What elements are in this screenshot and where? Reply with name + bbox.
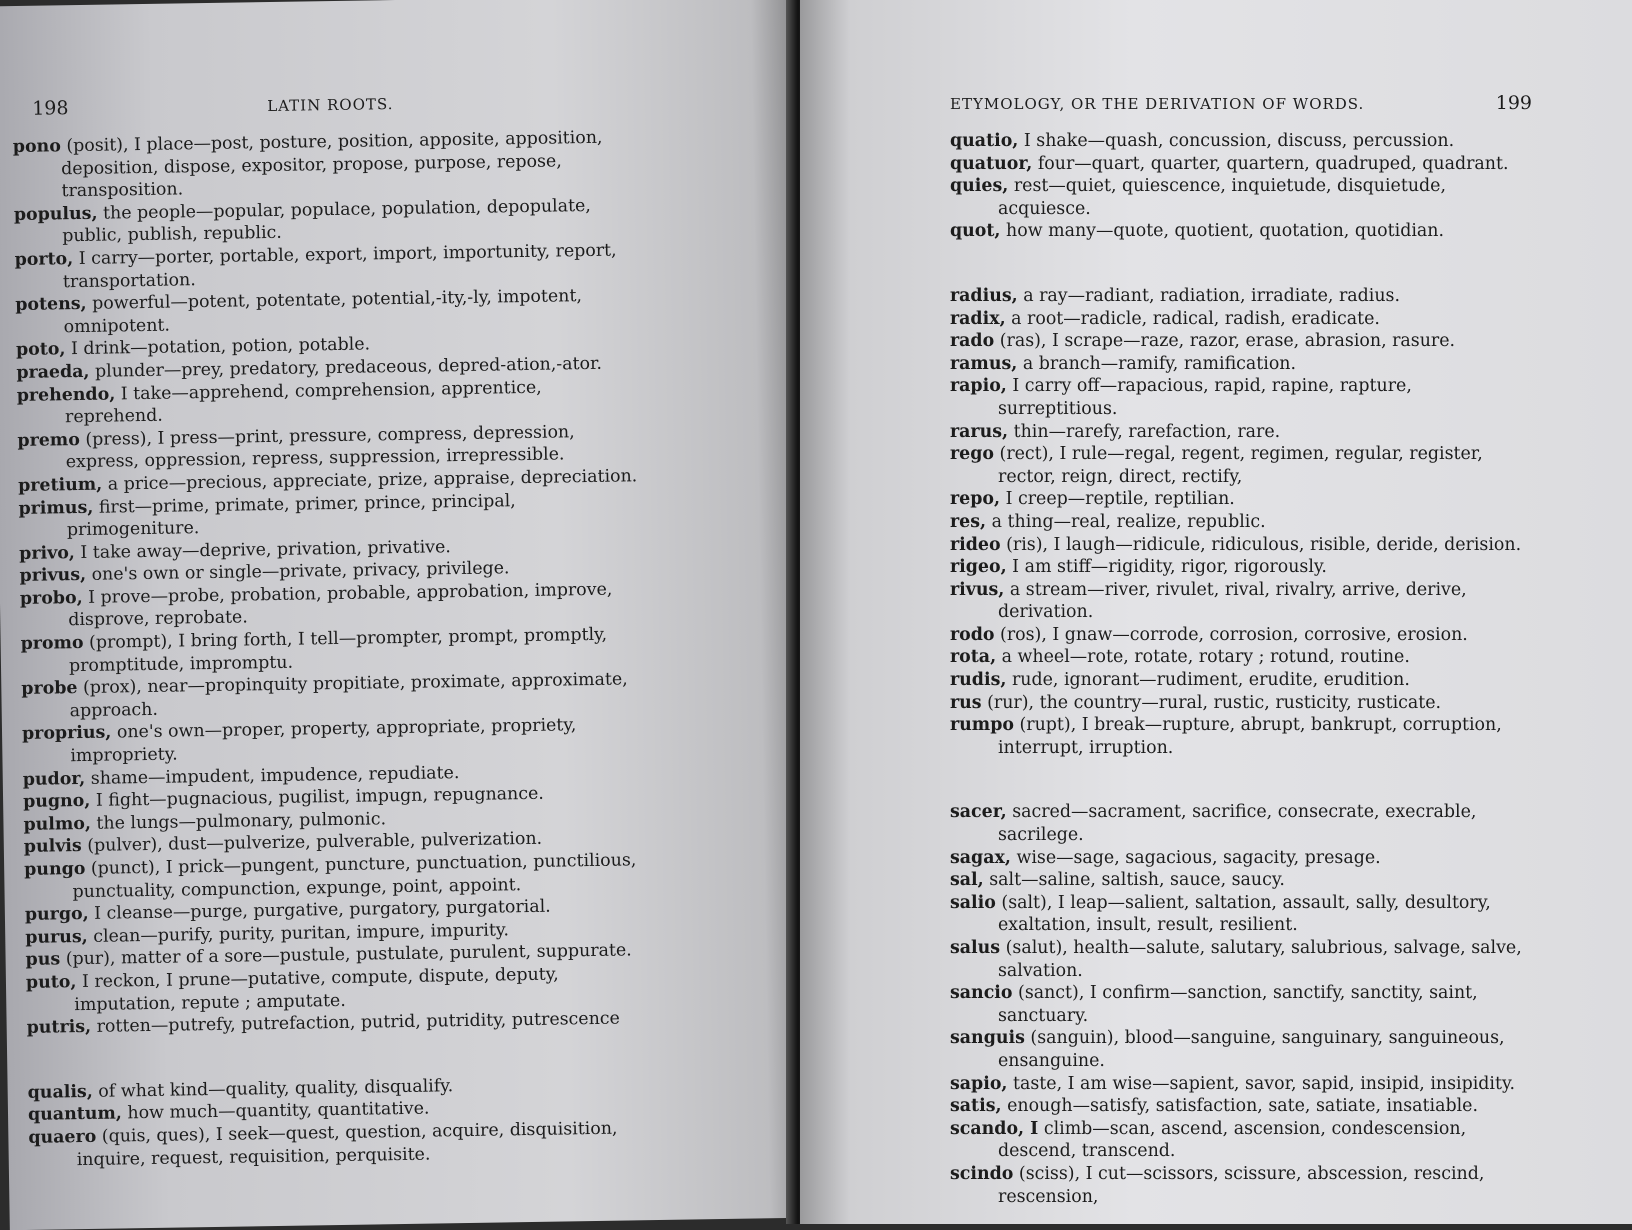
entry-definition: a price—precious, appreciate, prize, appraise, depreciation. — [102, 466, 638, 495]
entry-headword: rumpo — [950, 715, 1014, 736]
entry-definition: taste, I am wise—sapient, savor, sapid, insipid, insipidity. — [1007, 1073, 1516, 1094]
entry-definition: I reckon, I prune—putative, compute, dispute, deputy, imputation, repute ; amputate. — [74, 964, 559, 1015]
entry-headword: proprius, — [21, 722, 112, 745]
right-entries-q — [950, 130, 1532, 243]
entry-headword: puto, — [25, 972, 77, 993]
entry-headword: rego — [950, 444, 994, 465]
entry-definition: climb—scan, ascend, ascension, condescension, descend, transcend. — [998, 1118, 1467, 1162]
running-head-title: LATIN ROOTS. — [267, 95, 394, 116]
entry-headword: quies, — [950, 176, 1009, 197]
dictionary-entry — [950, 892, 1532, 937]
entry-headword: privus, — [19, 565, 87, 587]
dictionary-entry — [950, 579, 1532, 624]
running-head-left — [12, 88, 632, 120]
entry-definition: (posit), I place—post, posture, position, apposite, apposition, deposition, dispose, expositor, propose, purpose, repose, transposition. — [60, 127, 603, 202]
dictionary-entry — [950, 1027, 1532, 1072]
entry-definition: I take—apprehend, comprehension, apprentice, reprehend. — [64, 377, 542, 428]
entry-headword: pulvis — [23, 836, 82, 858]
entry-definition: (ris), I laugh—ridicule, ridiculous, risible, deride, derision. — [1000, 534, 1522, 555]
dictionary-entry — [950, 130, 1532, 153]
entry-headword: rarus, — [950, 421, 1009, 442]
entry-headword: quatuor, — [950, 153, 1033, 174]
entry-headword: rivus, — [950, 579, 1005, 600]
entry-definition: sacred—sacrament, sacrifice, consecrate, execrable, sacrilege. — [998, 802, 1477, 846]
entry-definition: (ras), I scrape—raze, razor, erase, abrasion, rasure. — [994, 331, 1456, 352]
entry-headword: sacer, — [950, 802, 1007, 823]
entry-definition: powerful—potent, potentate, potential,-ity,-ly, impotent, omnipotent. — [63, 286, 583, 337]
entry-headword: salus — [950, 938, 1001, 958]
entry-definition: clean—purify, purity, puritan, impure, impurity. — [87, 920, 510, 947]
entry-definition: a branch—ramify, ramification. — [1017, 353, 1297, 374]
dictionary-entry — [950, 1073, 1532, 1096]
entry-headword: privo, — [19, 542, 76, 564]
entry-headword: porto, — [14, 249, 74, 270]
entry-headword: premo — [17, 429, 80, 451]
entry-definition: (punct), I prick—pungent, puncture, punctuation, punctilious, punctuality, compunction, expunge, point, appoint. — [72, 850, 637, 902]
dictionary-entry — [950, 534, 1532, 557]
dictionary-entry — [950, 153, 1532, 176]
entry-headword: radix, — [950, 308, 1006, 329]
entry-definition: (rect), I rule—regal, regent, regimen, regular, register, rector, reign, direct, rectify, — [994, 444, 1483, 487]
entry-definition: how many—quote, quotient, quotation, quotidian. — [1000, 221, 1444, 242]
dictionary-entry — [950, 308, 1532, 331]
dictionary-entry — [950, 488, 1532, 511]
entry-headword: probo, — [19, 587, 83, 609]
entry-definition: I drink—potation, potion, potable. — [65, 334, 371, 360]
entry-headword: promo — [20, 633, 84, 655]
entry-definition: I creep—reptile, reptilian. — [1000, 489, 1235, 510]
entry-definition: (pulver), dust—pulverize, pulverable, pulverization. — [81, 829, 543, 857]
dictionary-entry — [950, 937, 1532, 982]
entry-definition: I shake—quash, concussion, discuss, percussion. — [1018, 131, 1455, 151]
entry-definition: (salt), I leap—salient, saltation, assault, sally, desultory, exaltation, insult, result, resilient. — [995, 892, 1491, 936]
entry-definition: (pur), matter of a sore—pustule, pustulate, purulent, suppurate. — [60, 940, 632, 970]
entry-definition: a stream—river, rivulet, rival, rivalry, arrive, derive, derivation. — [998, 579, 1467, 623]
entry-headword: pugno, — [22, 791, 91, 813]
entry-definition: wise—sage, sagacious, sagacity, presage. — [1010, 847, 1381, 868]
page-number: 198 — [32, 97, 69, 120]
entry-definition: enough—satisfy, satisfaction, sate, satiate, insatiable. — [1001, 1096, 1478, 1117]
entry-definition: I am stiff—rigidity, rigor, rigorously. — [1006, 557, 1327, 578]
entry-headword: rapio, — [950, 376, 1007, 397]
dictionary-entry — [950, 375, 1532, 420]
entry-headword: radius, — [950, 285, 1018, 306]
dictionary-entry — [950, 330, 1532, 353]
entry-definition: (sanguin), blood—sanguine, sanguinary, sanguineous, ensanguine. — [998, 1028, 1505, 1071]
entry-headword: sagax, — [950, 847, 1011, 868]
entry-definition: (prox), near—propinquity propitiate, proximate, approximate, approach. — [69, 669, 628, 722]
left-entries-q — [28, 1072, 649, 1172]
entry-headword: primus, — [18, 497, 94, 519]
entry-definition: one's own or single—private, privacy, privilege. — [85, 558, 510, 586]
entry-definition: the people—popular, populace, population, depopulate, public, publish, republic. — [62, 195, 591, 247]
entry-definition: (sanct), I confirm—sanction, sanctify, sanctity, saint, sanctuary. — [998, 983, 1478, 1026]
dictionary-entry — [950, 220, 1532, 243]
entry-definition: rest—quiet, quiescence, inquietude, disquietude, acquiesce. — [998, 176, 1446, 219]
left-page — [0, 0, 810, 1230]
entry-headword: poto, — [15, 339, 66, 361]
entry-headword: quot, — [950, 221, 1001, 242]
dictionary-entry — [950, 646, 1532, 669]
entry-headword: probe — [21, 678, 78, 700]
entry-definition: (prompt), I bring forth, I tell—prompter, prompt, promptly, promptitude, impromptu. — [68, 624, 608, 676]
dictionary-entry — [950, 556, 1532, 579]
entry-headword: salio — [950, 892, 996, 913]
entry-definition: (press), I press—print, pressure, compress, depression, express, oppression, repress, suppression, irrepressible. — [65, 421, 575, 473]
entry-headword: res, — [950, 511, 987, 532]
entry-headword: ramus, — [950, 353, 1018, 374]
entry-headword: quatio, — [950, 131, 1019, 151]
entry-headword: sapio, — [950, 1073, 1008, 1094]
entry-definition: a wheel—rote, rotate, rotary ; rotund, routine. — [996, 647, 1410, 668]
entry-headword: rado — [950, 331, 995, 352]
dictionary-entry — [950, 669, 1532, 692]
page-number: 199 — [1495, 92, 1532, 114]
entry-definition: a ray—radiant, radiation, irradiate, radius. — [1017, 285, 1401, 306]
right-entries-s — [950, 801, 1532, 1208]
entry-definition: (rupt), I break—rupture, abrupt, bankrupt, corruption, interrupt, irruption. — [998, 715, 1502, 758]
entry-headword: purgo, — [24, 904, 89, 926]
dictionary-entry — [950, 175, 1532, 220]
entry-definition: I fight—pugnacious, pugilist, impugn, repugnance. — [90, 783, 545, 812]
dictionary-entry — [950, 285, 1532, 308]
entry-headword: rigeo, — [950, 557, 1007, 578]
entry-definition: shame—impudent, impudence, repudiate. — [85, 762, 460, 789]
dictionary-entry — [950, 624, 1532, 647]
entry-headword: pono — [12, 136, 62, 158]
entry-headword: pulmo, — [23, 813, 92, 835]
entry-definition: I take away—deprive, privation, privative. — [74, 536, 451, 563]
right-entries-r — [950, 285, 1532, 759]
entry-headword: sanguis — [950, 1028, 1025, 1049]
entry-headword: rudis, — [950, 670, 1007, 691]
running-head-title: ETYMOLOGY, OR THE DERIVATION OF WORDS. — [950, 95, 1365, 113]
entry-headword: qualis, — [27, 1081, 93, 1103]
dictionary-entry — [950, 1118, 1532, 1163]
dictionary-entry — [950, 443, 1532, 488]
entry-definition: plunder—prey, predatory, predaceous, depred-ation,-ator. — [89, 353, 603, 382]
entry-headword: rota, — [950, 647, 997, 668]
entry-headword: praeda, — [16, 361, 90, 383]
entry-definition: a root—radicle, radical, radish, eradicate. — [1005, 308, 1380, 329]
entry-headword: pretium, — [18, 474, 103, 496]
entry-headword: pungo — [24, 858, 86, 880]
entry-definition: (rur), the country—rural, rustic, rusticity, rusticate. — [981, 692, 1442, 713]
entry-definition: I carry—porter, portable, export, import, importunity, report, transportation. — [62, 240, 617, 292]
entry-headword: populus, — [13, 203, 98, 225]
entry-definition: (sciss), I cut—scissors, scissure, abscession, rescind, rescension, — [998, 1163, 1485, 1207]
entry-headword: pudor, — [22, 768, 86, 790]
entry-headword: rus — [950, 692, 982, 713]
right-page — [800, 0, 1632, 1224]
dictionary-entry — [950, 1163, 1532, 1208]
entry-headword: putris, — [26, 1017, 92, 1039]
entry-headword: rodo — [950, 624, 995, 645]
entry-definition: salt—saline, saltish, sauce, saucy. — [983, 870, 1285, 891]
entry-definition: four—quart, quarter, quartern, quadruped, quadrant. — [1032, 153, 1509, 174]
entry-definition: rotten—putrefy, putrefaction, putrid, putridity, putrescence — [90, 1008, 621, 1038]
dictionary-entry — [950, 982, 1532, 1027]
left-entries-p — [13, 126, 647, 1039]
entry-headword: rideo — [950, 534, 1001, 555]
entry-definition: (salut), health—salute, salutary, salubrious, salvage, salve, salvation. — [998, 938, 1522, 981]
entry-definition: (quis, ques), I seek—quest, question, acquire, disquisition, inquire, request, requisition, perquisite. — [76, 1118, 618, 1170]
running-head-right — [950, 92, 1532, 114]
dictionary-entry — [950, 421, 1532, 444]
entry-definition: the lungs—pulmonary, pulmonic. — [90, 809, 387, 834]
entry-definition: of what kind—quality, quality, disqualify. — [92, 1075, 454, 1102]
entry-definition: a thing—real, realize, republic. — [986, 511, 1266, 532]
entry-definition: thin—rarefy, rarefaction, rare. — [1008, 421, 1281, 442]
entry-definition: one's own—proper, property, appropriate, propriety, impropriety. — [70, 715, 577, 767]
entry-headword: scando, I — [950, 1118, 1039, 1139]
entry-headword: purus, — [25, 926, 88, 948]
dictionary-entry — [950, 692, 1532, 715]
entry-headword: repo, — [950, 489, 1001, 510]
dictionary-entry — [950, 714, 1532, 759]
dictionary-entry — [950, 801, 1532, 846]
dictionary-entry — [28, 1117, 649, 1172]
dictionary-entry — [950, 511, 1532, 534]
entry-definition: how much—quantity, quantitative. — [121, 1098, 430, 1124]
entry-headword: scindo — [950, 1163, 1014, 1184]
entry-headword: prehendo, — [16, 383, 116, 406]
entry-definition: rude, ignorant—rudiment, erudite, erudition. — [1006, 670, 1410, 691]
entry-headword: satis, — [950, 1096, 1002, 1117]
entry-definition: I prove—probe, probation, probable, approbation, improve, disprove, reprobate. — [68, 579, 613, 631]
entry-headword: potens, — [15, 294, 87, 316]
dictionary-entry — [950, 1095, 1532, 1118]
entry-definition: (ros), I gnaw—corrode, corrosion, corrosive, erosion. — [994, 624, 1468, 645]
entry-definition: first—prime, primate, primer, prince, principal, primogeniture. — [66, 490, 516, 541]
entry-headword: sal, — [950, 870, 984, 891]
entry-headword: quaero — [28, 1126, 97, 1148]
entry-definition: I carry off—rapacious, rapid, rapine, rapture, surreptitious. — [998, 376, 1412, 419]
entry-headword: sancio — [950, 983, 1013, 1004]
entry-headword: pus — [25, 949, 61, 971]
dictionary-entry — [950, 353, 1532, 376]
dictionary-entry — [950, 869, 1532, 892]
dictionary-entry — [950, 847, 1532, 870]
entry-headword: quantum, — [27, 1103, 123, 1126]
entry-definition: I cleanse—purge, purgative, purgatory, purgatorial. — [88, 896, 551, 925]
dictionary-entry — [13, 126, 634, 204]
